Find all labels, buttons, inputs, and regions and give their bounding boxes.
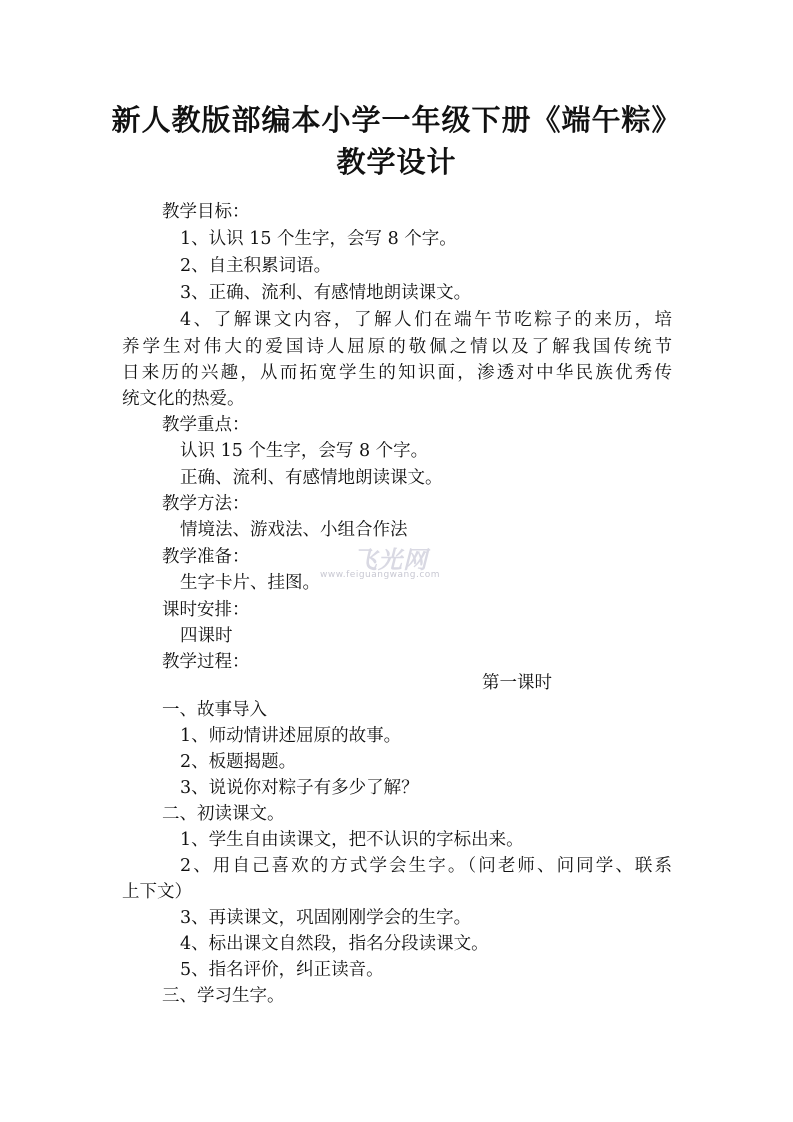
step-item: 2、用自己喜欢的方式学会生字。（问老师、问同学、联系 [180, 856, 672, 876]
objective-item: 3、正确、流利、有感情地朗读课文。 [180, 283, 472, 303]
watermark-url: www.feiguangwang.com [320, 570, 441, 580]
document-title: 新人教版部编本小学一年级下册《端午粽》 [111, 103, 682, 137]
step-item: 5、指名评价，纠正读音。 [180, 960, 384, 980]
objective-item: 2、自主积累词语。 [180, 256, 332, 276]
step-item: 1、学生自由读课文，把不认识的字标出来。 [180, 830, 524, 850]
watermark [320, 540, 470, 592]
section-heading-methods: 教学方法： [162, 494, 250, 514]
section-heading-objectives: 教学目标： [162, 202, 250, 222]
section-heading-key-points: 教学重点： [162, 415, 250, 435]
step-item: 3、再读课文，巩固刚刚学会的生字。 [180, 908, 472, 928]
paragraph-line: 统文化的热爱。 [122, 389, 245, 409]
step-heading: 二、初读课文。 [162, 804, 285, 824]
objective-item: 4、了解课文内容，了解人们在端午节吃粽子的来历，培 [180, 310, 672, 330]
step-item: 4、标出课文自然段，指名分段读课文。 [180, 934, 489, 954]
objective-item: 1、认识 15 个生字，会写 8 个字。 [180, 229, 457, 249]
step-heading: 三、学习生字。 [162, 986, 285, 1006]
step-item: 2、板题揭题。 [180, 752, 297, 772]
lesson-heading: 第一课时 [482, 673, 552, 693]
key-point-item: 正确、流利、有感情地朗读课文。 [180, 468, 443, 488]
section-heading-process: 教学过程： [162, 652, 250, 672]
document-subtitle: 教学设计 [336, 145, 457, 179]
watermark-logo: 飞光网 [353, 546, 428, 574]
step-item: 1、师动情讲述屈原的故事。 [180, 726, 402, 746]
paragraph-line: 养学生对伟大的爱国诗人屈原的敬佩之情以及了解我国传统节 [122, 337, 672, 357]
method-item: 情境法、游戏法、小组合作法 [180, 520, 408, 540]
key-point-item: 认识 15 个生字，会写 8 个字。 [180, 441, 429, 461]
preparation-item: 生字卡片、挂图。 [180, 573, 320, 593]
schedule-item: 四课时 [180, 626, 233, 646]
section-heading-preparation: 教学准备： [162, 547, 250, 567]
paragraph-line: 日来历的兴趣，从而拓宽学生的知识面，渗透对中华民族优秀传 [122, 363, 672, 383]
step-heading: 一、故事导入 [162, 700, 267, 720]
paragraph-line: 上下文） [122, 882, 192, 902]
section-heading-schedule: 课时安排： [162, 600, 250, 620]
step-item: 3、说说你对粽子有多少了解？ [180, 778, 419, 798]
